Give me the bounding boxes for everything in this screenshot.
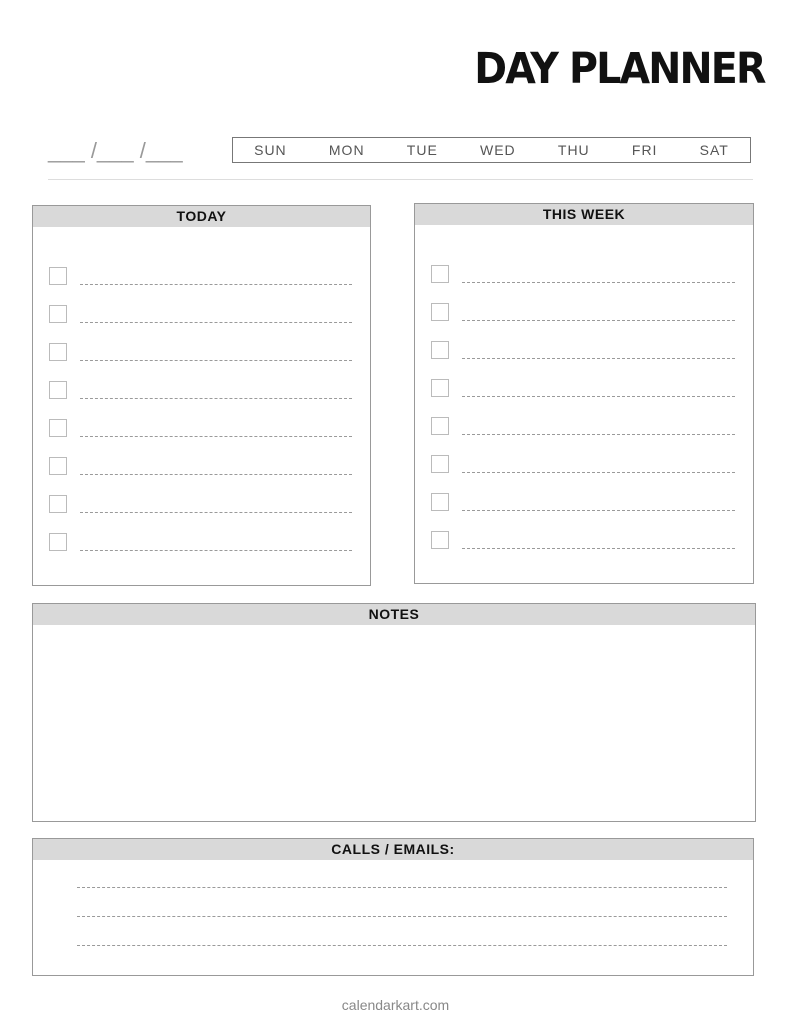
today-heading: TODAY (33, 206, 370, 227)
checkbox[interactable] (431, 531, 449, 549)
checkbox[interactable] (49, 305, 67, 323)
checkbox[interactable] (49, 267, 67, 285)
call-email-entry-line[interactable] (77, 945, 727, 946)
this-week-task-row (431, 531, 735, 551)
divider (48, 179, 753, 180)
this-week-task-row (431, 303, 735, 323)
today-section (32, 205, 371, 586)
checkbox[interactable] (49, 457, 67, 475)
today-task-row (49, 457, 352, 477)
call-email-entry-line[interactable] (77, 887, 727, 888)
today-task-row (49, 305, 352, 325)
checkbox[interactable] (49, 343, 67, 361)
task-entry-line[interactable] (80, 398, 352, 399)
weekday-fri[interactable]: FRI (631, 142, 658, 158)
this-week-task-row (431, 379, 735, 399)
today-task-row (49, 267, 352, 287)
checkbox[interactable] (49, 419, 67, 437)
date-field[interactable]: ___ /___ /___ (48, 138, 183, 163)
task-entry-line[interactable] (462, 396, 735, 397)
checkbox[interactable] (431, 303, 449, 321)
notes-heading: NOTES (33, 604, 755, 625)
task-entry-line[interactable] (80, 436, 352, 437)
this-week-heading: THIS WEEK (415, 204, 753, 225)
page-title: DAY PLANNER (474, 44, 765, 94)
notes-section (32, 603, 756, 822)
notes-area[interactable] (33, 625, 755, 821)
checkbox[interactable] (49, 381, 67, 399)
task-entry-line[interactable] (462, 320, 735, 321)
task-entry-line[interactable] (462, 510, 735, 511)
checkbox[interactable] (431, 493, 449, 511)
weekday-mon[interactable]: MON (328, 142, 365, 158)
today-task-row (49, 343, 352, 363)
checkbox[interactable] (431, 455, 449, 473)
task-entry-line[interactable] (462, 434, 735, 435)
checkbox[interactable] (49, 495, 67, 513)
this-week-section (414, 203, 754, 584)
checkbox[interactable] (431, 265, 449, 283)
checkbox[interactable] (49, 533, 67, 551)
calls-emails-heading: CALLS / EMAILS: (33, 839, 753, 860)
footer-credit: calendarkart.com (341, 997, 450, 1013)
this-week-task-row (431, 417, 735, 437)
task-entry-line[interactable] (80, 474, 352, 475)
task-entry-line[interactable] (462, 282, 735, 283)
task-entry-line[interactable] (80, 550, 352, 551)
today-task-row (49, 419, 352, 439)
checkbox[interactable] (431, 379, 449, 397)
weekday-wed[interactable]: WED (480, 142, 516, 158)
task-entry-line[interactable] (80, 512, 352, 513)
task-entry-line[interactable] (462, 548, 735, 549)
calls-emails-section (32, 838, 754, 976)
weekday-selector (232, 137, 751, 163)
weekday-tue[interactable]: TUE (406, 142, 438, 158)
checkbox[interactable] (431, 341, 449, 359)
this-week-task-row (431, 455, 735, 475)
today-task-row (49, 533, 352, 553)
task-entry-line[interactable] (80, 360, 352, 361)
call-email-entry-line[interactable] (77, 916, 727, 917)
this-week-task-row (431, 493, 735, 513)
weekday-thu[interactable]: THU (557, 142, 590, 158)
today-task-row (49, 495, 352, 515)
task-entry-line[interactable] (80, 284, 352, 285)
task-entry-line[interactable] (462, 358, 735, 359)
this-week-task-row (431, 341, 735, 361)
weekday-sun[interactable]: SUN (254, 142, 287, 158)
this-week-task-row (431, 265, 735, 285)
task-entry-line[interactable] (80, 322, 352, 323)
today-task-row (49, 381, 352, 401)
task-entry-line[interactable] (462, 472, 735, 473)
weekday-sat[interactable]: SAT (699, 142, 729, 158)
checkbox[interactable] (431, 417, 449, 435)
